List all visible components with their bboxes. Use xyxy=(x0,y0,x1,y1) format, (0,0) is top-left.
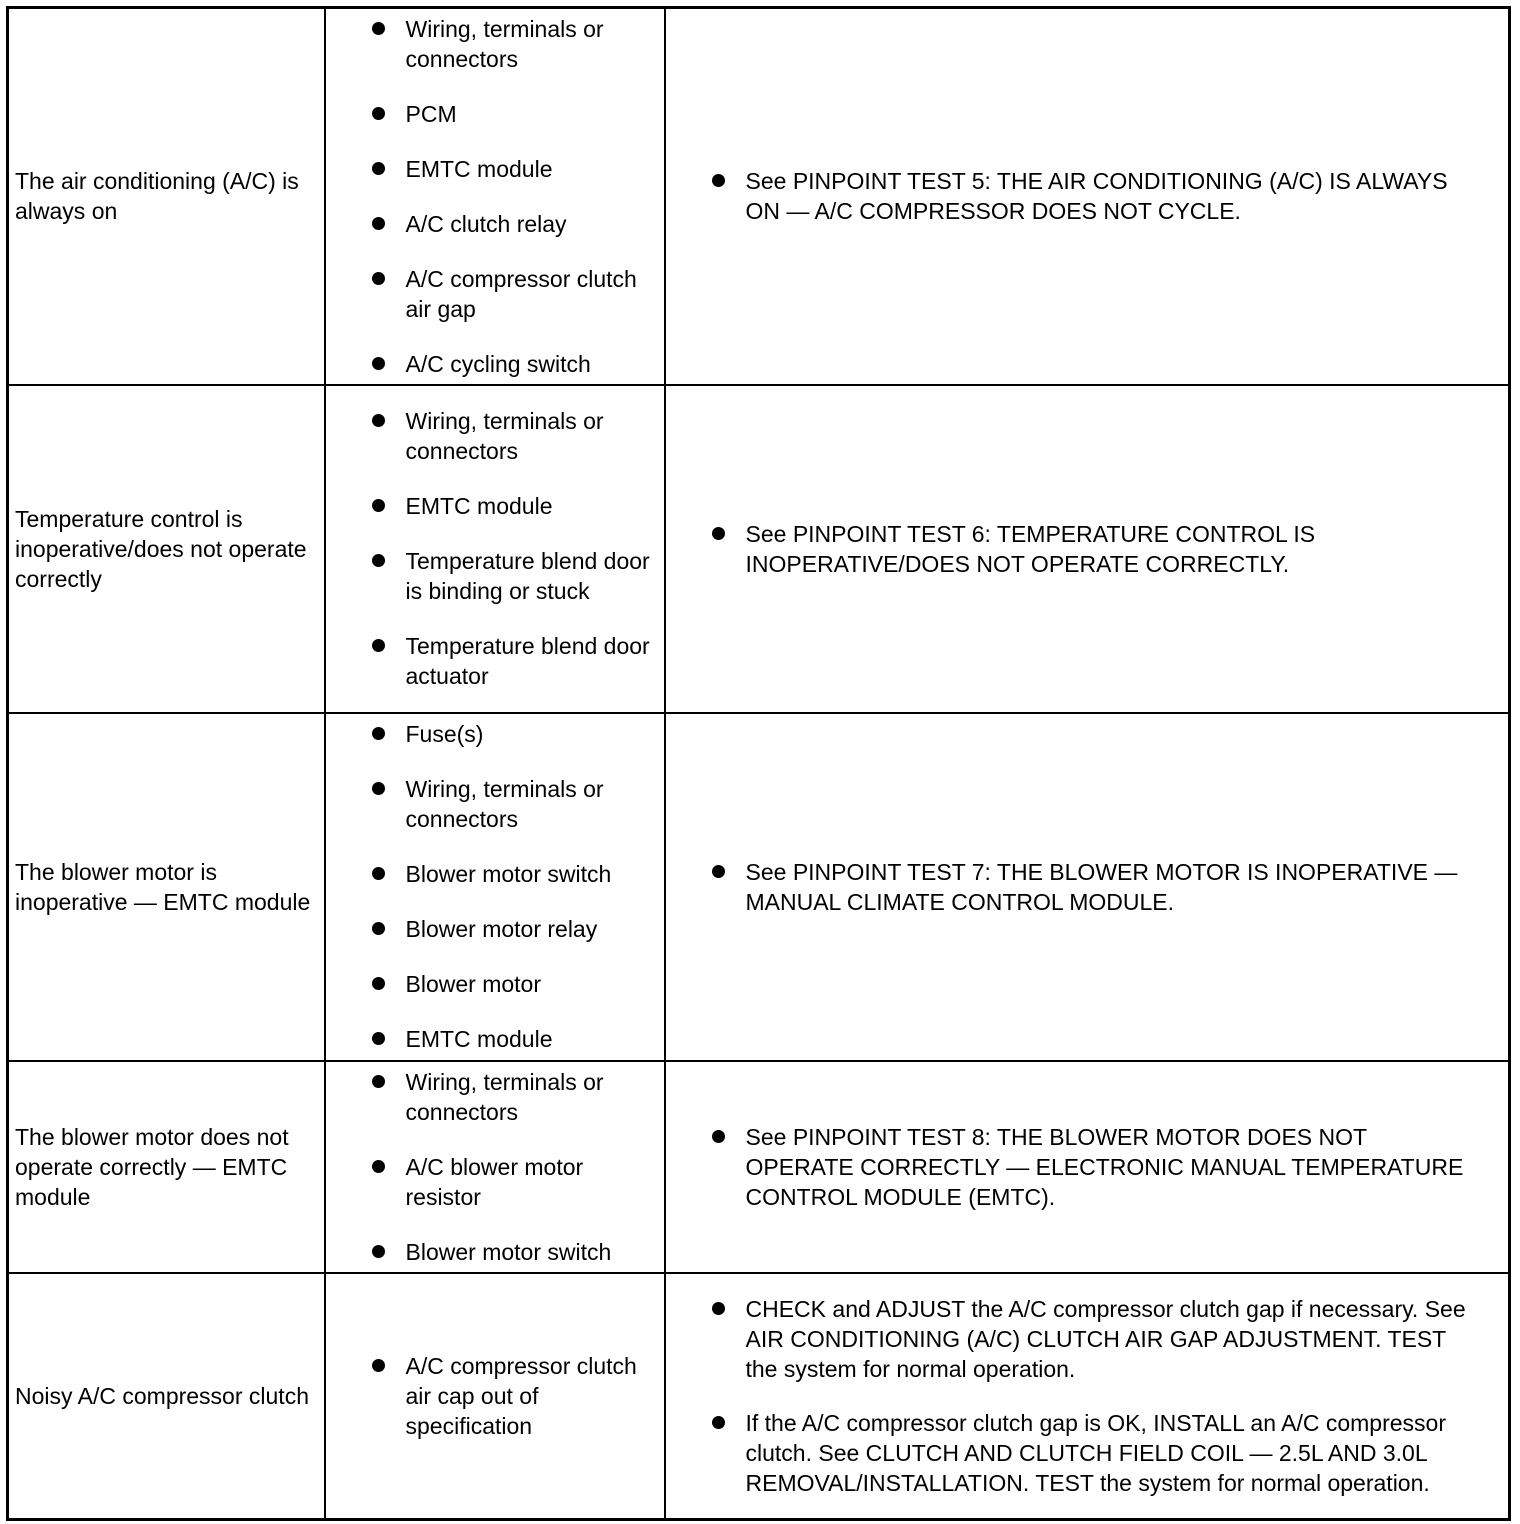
cause-item: A/C compressor clutch air gap xyxy=(406,264,656,324)
cause-item: Blower motor relay xyxy=(406,914,656,944)
action-cell xyxy=(665,1061,1510,1273)
bullet-icon xyxy=(372,639,385,652)
bullet-icon xyxy=(372,782,385,795)
cause-list xyxy=(326,406,664,691)
action-item: See PINPOINT TEST 8: THE BLOWER MOTOR DOES NOT OPERATE CORRECTLY — ELECTRONIC MANUAL TEMPERATURE CONTROL MODULE (EMTC). xyxy=(746,1122,1479,1212)
action-item: See PINPOINT TEST 7: THE BLOWER MOTOR IS INOPERATIVE — MANUAL CLIMATE CONTROL MODULE. xyxy=(746,857,1479,917)
action-list xyxy=(666,166,1509,226)
cause-item: Blower motor switch xyxy=(406,1237,656,1267)
action-item: See PINPOINT TEST 5: THE AIR CONDITIONING (A/C) IS ALWAYS ON — A/C COMPRESSOR DOES NOT CYCLE. xyxy=(746,166,1479,226)
action-list xyxy=(666,857,1509,917)
cause-item: A/C blower motor resistor xyxy=(406,1152,656,1212)
table-row xyxy=(8,713,1510,1061)
bullet-icon xyxy=(712,1130,725,1143)
table-row xyxy=(8,1273,1510,1520)
cause-item: A/C cycling switch xyxy=(406,349,656,379)
cause-item: Temperature blend door actuator xyxy=(406,631,656,691)
cause-item: A/C compressor clutch air cap out of specification xyxy=(406,1351,656,1441)
bullet-icon xyxy=(372,1245,385,1258)
causes-cell xyxy=(325,385,665,713)
bullet-icon xyxy=(372,922,385,935)
cause-item: PCM xyxy=(406,99,656,129)
cause-item: EMTC module xyxy=(406,154,656,184)
cause-item: Wiring, terminals or connectors xyxy=(406,1067,656,1127)
condition-cell xyxy=(8,1061,325,1273)
causes-cell xyxy=(325,1061,665,1273)
cause-item: Temperature blend door is binding or stuck xyxy=(406,546,656,606)
bullet-icon xyxy=(372,357,385,370)
bullet-icon xyxy=(372,554,385,567)
cause-item: Wiring, terminals or connectors xyxy=(406,774,656,834)
condition-text: The blower motor is inoperative — EMTC module xyxy=(15,858,311,915)
bullet-icon xyxy=(372,867,385,880)
cause-item: Wiring, terminals or connectors xyxy=(406,406,656,466)
cause-item: Fuse(s) xyxy=(406,719,656,749)
action-cell xyxy=(665,713,1510,1061)
condition-cell xyxy=(8,8,325,385)
bullet-icon xyxy=(372,977,385,990)
bullet-icon xyxy=(372,1359,385,1372)
cause-list xyxy=(326,719,664,1054)
bullet-icon xyxy=(372,22,385,35)
bullet-icon xyxy=(372,217,385,230)
bullet-icon xyxy=(712,174,725,187)
causes-cell xyxy=(325,8,665,385)
bullet-icon xyxy=(372,1160,385,1173)
action-list xyxy=(666,519,1509,579)
action-cell xyxy=(665,385,1510,713)
bullet-icon xyxy=(372,272,385,285)
cause-item: EMTC module xyxy=(406,491,656,521)
cause-item: Wiring, terminals or connectors xyxy=(406,14,656,74)
bullet-icon xyxy=(372,414,385,427)
table-row xyxy=(8,1061,1510,1273)
causes-cell xyxy=(325,1273,665,1520)
bullet-icon xyxy=(372,499,385,512)
bullet-icon xyxy=(372,727,385,740)
table-row xyxy=(8,385,1510,713)
condition-cell xyxy=(8,713,325,1061)
bullet-icon xyxy=(712,527,725,540)
condition-cell xyxy=(8,385,325,713)
condition-text: Noisy A/C compressor clutch xyxy=(15,1382,309,1409)
cause-list xyxy=(326,14,664,379)
action-item: CHECK and ADJUST the A/C compressor clutch gap if necessary. See AIR CONDITIONING (A/C) CLUTCH AIR GAP ADJUSTMENT. TEST the system for normal operation. xyxy=(746,1294,1479,1384)
cause-item: A/C clutch relay xyxy=(406,209,656,239)
cause-item: Blower motor switch xyxy=(406,859,656,889)
condition-cell xyxy=(8,1273,325,1520)
bullet-icon xyxy=(372,1075,385,1088)
bullet-icon xyxy=(372,107,385,120)
condition-text: The air conditioning (A/C) is always on xyxy=(15,168,299,225)
table-row xyxy=(8,8,1510,385)
bullet-icon xyxy=(372,162,385,175)
action-item: If the A/C compressor clutch gap is OK, INSTALL an A/C compressor clutch. See CLUTCH AND CLUTCH FIELD COIL — 2.5L AND 3.0L REMOVAL/INSTALLATION. TEST the system for normal operation. xyxy=(746,1408,1479,1498)
cause-list xyxy=(326,1351,664,1441)
causes-cell xyxy=(325,713,665,1061)
cause-item: EMTC module xyxy=(406,1024,656,1054)
condition-text: The blower motor does not operate correctly — EMTC module xyxy=(15,1123,289,1210)
action-cell xyxy=(665,1273,1510,1520)
action-cell xyxy=(665,8,1510,385)
bullet-icon xyxy=(712,1302,725,1315)
cause-list xyxy=(326,1067,664,1267)
bullet-icon xyxy=(372,1032,385,1045)
action-item: See PINPOINT TEST 6: TEMPERATURE CONTROL IS INOPERATIVE/DOES NOT OPERATE CORRECTLY. xyxy=(746,519,1479,579)
action-list xyxy=(666,1294,1509,1498)
cause-item: Blower motor xyxy=(406,969,656,999)
condition-text: Temperature control is inoperative/does not operate correctly xyxy=(15,505,307,592)
bullet-icon xyxy=(712,865,725,878)
action-list xyxy=(666,1122,1509,1212)
bullet-icon xyxy=(712,1416,725,1429)
symptom-chart-table xyxy=(6,6,1511,1521)
